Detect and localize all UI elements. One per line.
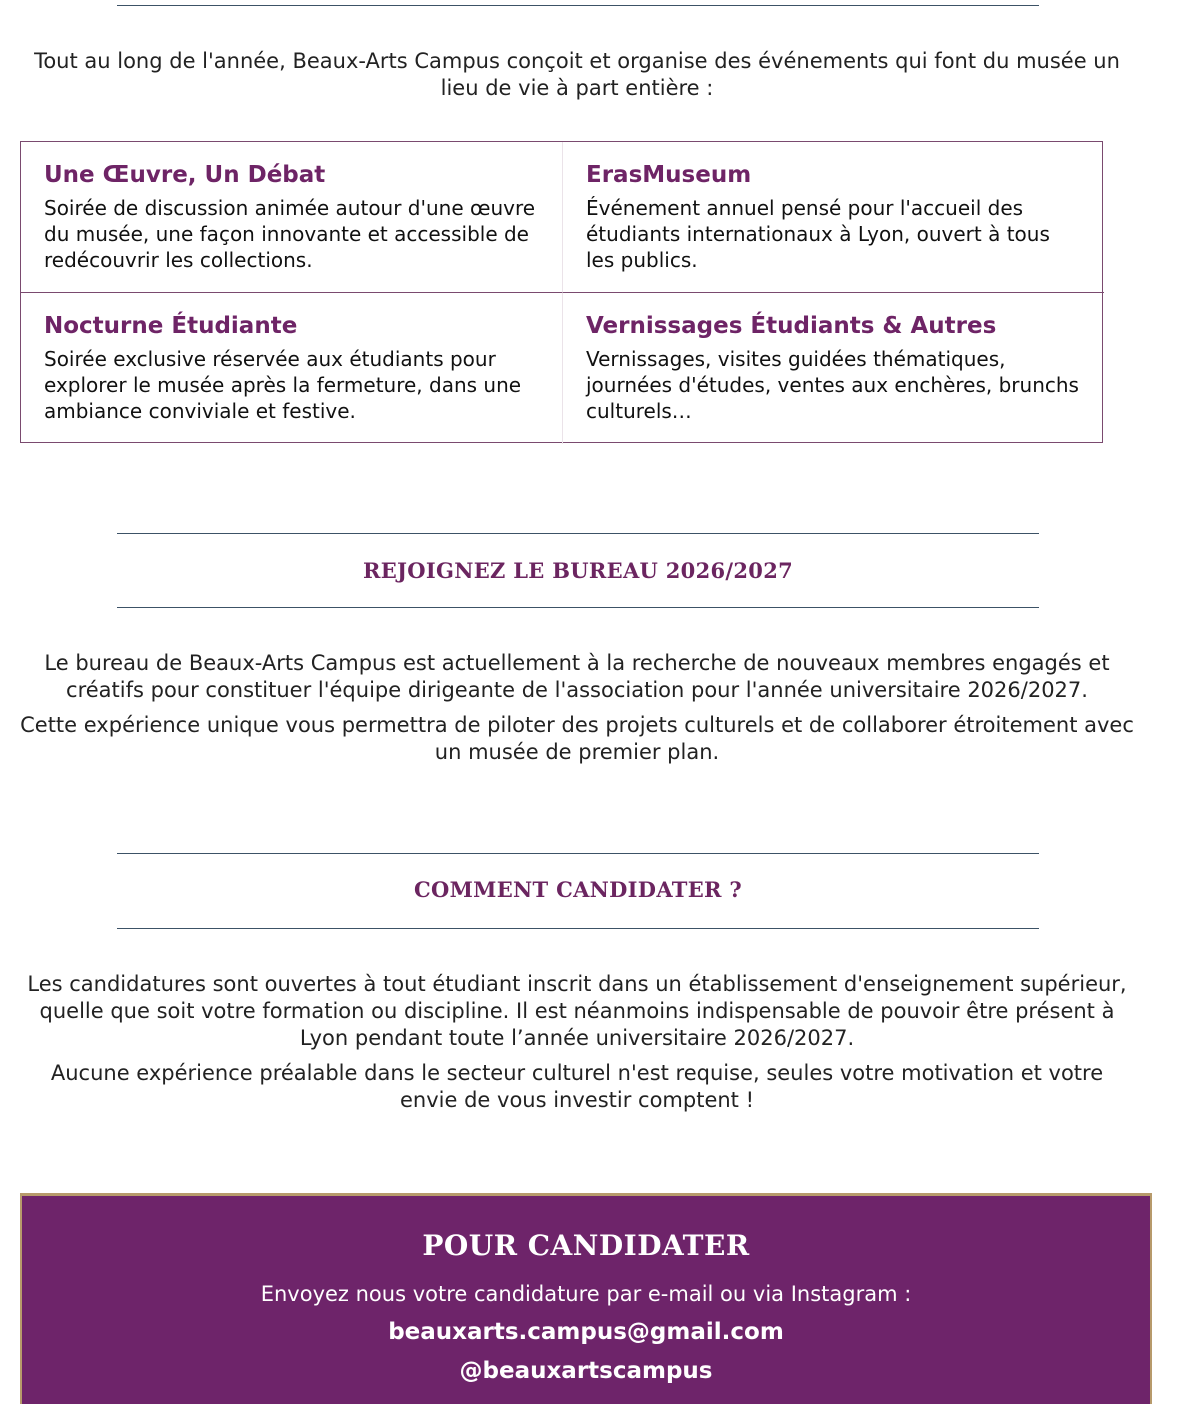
candidater-paragraph: Les candidatures sont ouvertes à tout étudiant inscrit dans un établissement d'enseignement supérieur, quelle que soit votre formation ou discipline. Il est néanmoins indispensable de pouvoir être présent à Lyon pendant toute l’année universitaire 2026/2027. [27,972,1127,1050]
event-description: Vernissages, visites guidées thématiques, journées d'études, ventes aux enchères, brunchs culturels… [586,347,1079,423]
events-grid [20,141,1103,443]
intro-paragraph [20,48,1134,110]
event-title: Nocturne Étudiante [44,313,298,339]
bureau-paragraphs [20,650,1134,774]
contact-email-link[interactable]: beauxarts.campus@gmail.com [388,1319,784,1345]
event-card [563,293,1104,444]
divider-bureau-bottom [117,607,1039,608]
divider-candidater-bottom [117,928,1039,929]
bureau-section-title: REJOIGNEZ LE BUREAU 2026/2027 [362,558,794,583]
event-title: Vernissages Étudiants & Autres [586,313,997,339]
divider-bureau-top [117,533,1039,534]
event-title: ErasMuseum [586,162,752,188]
event-description: Soirée de discussion animée autour d'une œuvre du musée, une façon innovante et accessible de redécouvrir les collections. [44,196,536,272]
event-title: Une Œuvre, Un Débat [44,162,326,188]
candidater-paragraphs [20,971,1134,1122]
instagram-handle-link[interactable]: @beauxartscampus [459,1358,713,1384]
event-card [21,293,563,444]
apply-banner-title: POUR CANDIDATER [422,1229,750,1262]
event-card [563,142,1104,293]
divider-candidater-top [117,853,1039,854]
apply-banner-text: Envoyez nous votre candidature par e-mail ou via Instagram : [260,1282,912,1306]
intro-text: Tout au long de l'année, Beaux-Arts Campus conçoit et organise des événements qui font du musée un lieu de vie à part entière : [34,49,1120,100]
divider-top [117,5,1039,6]
event-card [21,142,563,293]
bureau-paragraph: Cette expérience unique vous permettra de piloter des projets culturels et de collaborer étroitement avec un musée de premier plan. [20,713,1134,764]
event-description: Événement annuel pensé pour l'accueil des étudiants internationaux à Lyon, ouvert à tous les publics. [586,196,1050,272]
bureau-paragraph: Le bureau de Beaux-Arts Campus est actuellement à la recherche de nouveaux membres engagés et créatifs pour constituer l'équipe dirigeante de l'association pour l'année universitaire 2026/2027. [44,651,1110,702]
event-description: Soirée exclusive réservée aux étudiants pour explorer le musée après la fermeture, dans une ambiance conviviale et festive. [44,347,522,423]
apply-banner [20,1193,1152,1404]
candidater-section-title: COMMENT CANDIDATER ? [414,877,742,902]
candidater-paragraph: Aucune expérience préalable dans le secteur culturel n'est requise, seules votre motivation et votre envie de vous investir comptent ! [50,1061,1104,1112]
